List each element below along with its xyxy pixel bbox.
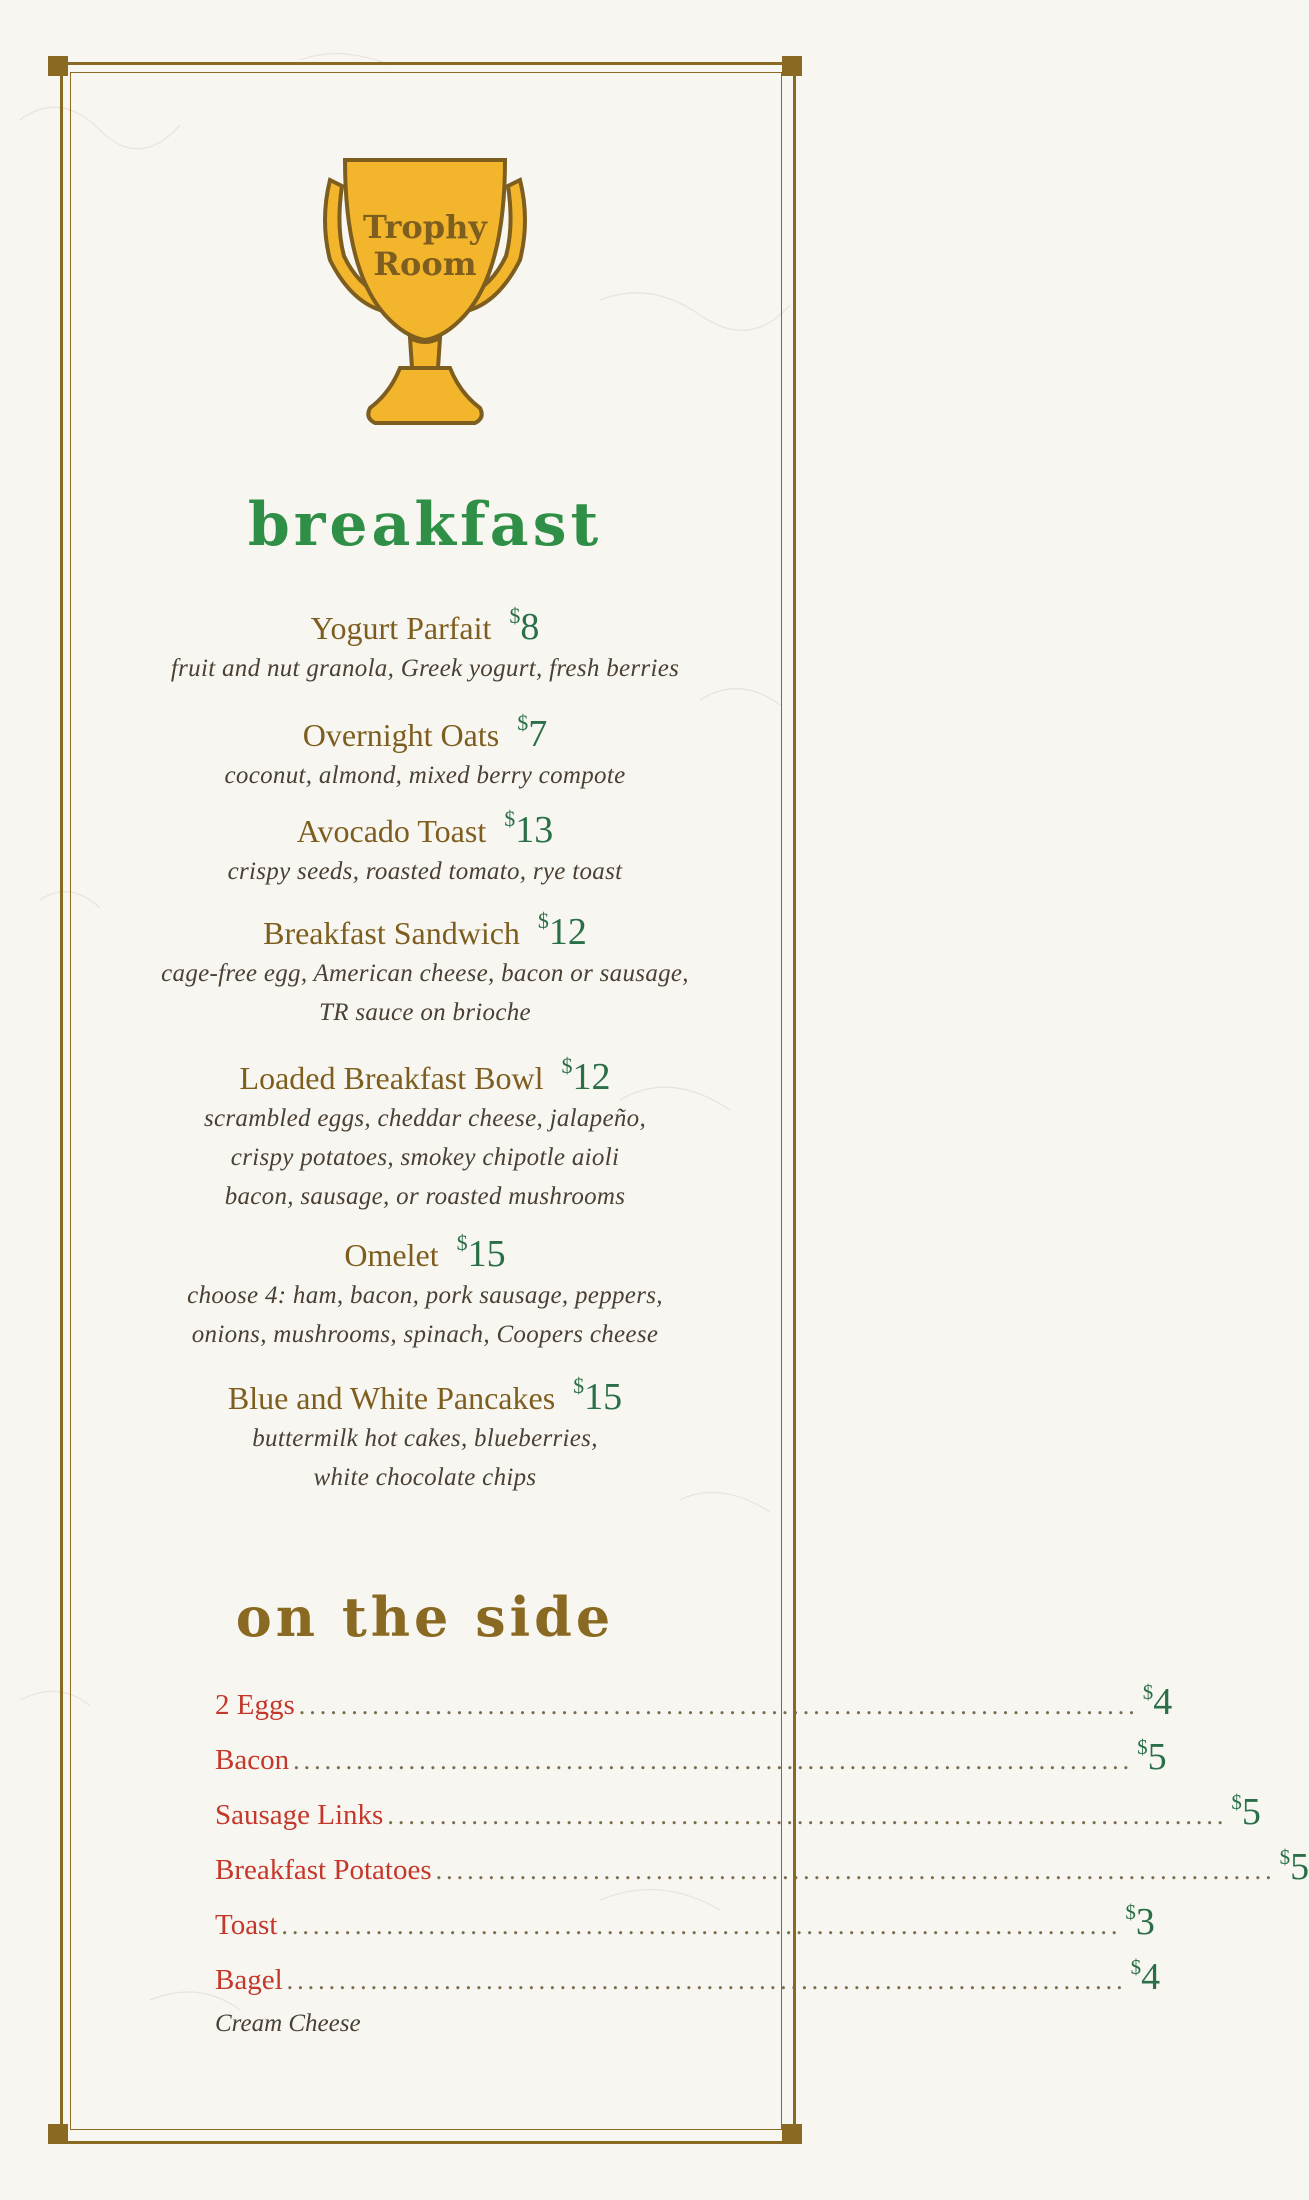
menu-item-header bbox=[0, 910, 850, 954]
menu-item-description: TR sauce on brioche bbox=[319, 999, 531, 1026]
dot-leader: ................................................................................ bbox=[387, 1801, 1228, 1830]
menu-item-description: buttermilk hot cakes, blueberries, bbox=[252, 1425, 598, 1452]
menu-item-description: fruit and nut granola, Greek yogurt, fresh berries bbox=[170, 655, 680, 682]
menu-item bbox=[0, 1375, 850, 1497]
menu-item-price bbox=[504, 806, 554, 851]
menu-item-description: scrambled eggs, cheddar cheese, jalapeño, bbox=[203, 1105, 647, 1132]
frame-corner bbox=[782, 2124, 802, 2144]
side-item-price bbox=[1143, 1680, 1173, 1724]
menu-item-name: Breakfast Sandwich bbox=[263, 915, 520, 951]
currency-symbol: $ bbox=[1137, 1735, 1148, 1759]
side-item-price bbox=[1280, 1845, 1309, 1889]
price-value: 12 bbox=[548, 911, 587, 953]
menu-item-name: Overnight Oats bbox=[302, 717, 500, 753]
side-item bbox=[215, 1900, 1155, 1955]
menu-item bbox=[0, 1055, 850, 1216]
menu-item-description: onions, mushrooms, spinach, Coopers cheese bbox=[191, 1321, 659, 1348]
side-item bbox=[215, 1680, 1173, 1735]
price-value: 7 bbox=[528, 713, 548, 755]
price-value: 3 bbox=[1135, 1901, 1155, 1943]
sides-section-title: on the side bbox=[235, 1585, 615, 1649]
currency-symbol: $ bbox=[537, 908, 549, 933]
menu-item-price bbox=[561, 1053, 611, 1098]
currency-symbol: $ bbox=[561, 1053, 573, 1078]
logo-text-trophy: Trophy bbox=[363, 208, 487, 246]
currency-symbol: $ bbox=[1279, 1845, 1291, 1869]
menu-item-name: Loaded Breakfast Bowl bbox=[239, 1060, 544, 1096]
menu-item-header bbox=[0, 1375, 850, 1419]
menu-item-name: Omelet bbox=[344, 1237, 439, 1273]
menu-item-header bbox=[0, 605, 850, 649]
menu-item-description: crispy potatoes, smokey chipotle aioli bbox=[230, 1144, 620, 1171]
menu-item-price bbox=[537, 908, 587, 953]
menu-item-header bbox=[0, 712, 850, 756]
dot-leader: ................................................................................ bbox=[435, 1856, 1276, 1885]
currency-symbol: $ bbox=[573, 1373, 585, 1398]
side-item bbox=[215, 1955, 1161, 2010]
frame-corner bbox=[782, 56, 802, 76]
currency-symbol: $ bbox=[517, 710, 529, 735]
dot-leader: ................................................................................ bbox=[281, 1911, 1122, 1940]
currency-symbol: $ bbox=[504, 806, 516, 831]
menu-item bbox=[0, 808, 850, 891]
currency-symbol: $ bbox=[509, 603, 521, 628]
side-item-price bbox=[1231, 1790, 1261, 1834]
menu-item-name: Avocado Toast bbox=[296, 813, 487, 849]
price-value: 12 bbox=[572, 1056, 611, 1098]
menu-item-header bbox=[0, 808, 850, 852]
breakfast-section-title: breakfast bbox=[247, 490, 603, 560]
side-item-note: Cream Cheese bbox=[215, 2010, 361, 2037]
side-item-name: Sausage Links bbox=[215, 1799, 384, 1831]
side-item-name: Toast bbox=[215, 1909, 278, 1941]
side-item-name: 2 Eggs bbox=[215, 1689, 295, 1721]
frame-corner bbox=[48, 56, 68, 76]
menu-item-description: bacon, sausage, or roasted mushrooms bbox=[224, 1183, 626, 1210]
side-item-name: Bacon bbox=[215, 1744, 290, 1776]
menu-item-description: coconut, almond, mixed berry compote bbox=[224, 762, 626, 789]
currency-symbol: $ bbox=[1231, 1790, 1242, 1814]
currency-symbol: $ bbox=[456, 1230, 468, 1255]
side-item-price bbox=[1131, 1955, 1161, 1999]
trophy-room-logo bbox=[310, 150, 540, 440]
side-item-price bbox=[1137, 1735, 1167, 1779]
menu-item-name: Yogurt Parfait bbox=[310, 610, 492, 646]
side-item bbox=[215, 1845, 1309, 1900]
currency-symbol: $ bbox=[1130, 1955, 1142, 1979]
price-value: 8 bbox=[520, 606, 540, 648]
menu-item-price bbox=[509, 603, 540, 648]
currency-symbol: $ bbox=[1142, 1680, 1154, 1704]
frame-corner bbox=[48, 2124, 68, 2144]
menu-item-header bbox=[0, 1055, 850, 1099]
sides-list bbox=[215, 1680, 1309, 2038]
dot-leader: ................................................................................ bbox=[298, 1691, 1139, 1720]
dot-leader: ................................................................................ bbox=[293, 1746, 1134, 1775]
menu-item-description: choose 4: ham, bacon, pork sausage, peppers, bbox=[187, 1282, 663, 1309]
menu-item bbox=[0, 910, 850, 1032]
price-value: 15 bbox=[584, 1376, 623, 1418]
price-value: 4 bbox=[1141, 1956, 1161, 1998]
price-value: 5 bbox=[1147, 1736, 1167, 1778]
menu-item-price bbox=[456, 1230, 506, 1275]
side-item bbox=[215, 1735, 1167, 1790]
logo-text-room: Room bbox=[373, 245, 477, 283]
menu-item-description: white chocolate chips bbox=[313, 1464, 537, 1491]
side-item-name: Breakfast Potatoes bbox=[215, 1854, 432, 1886]
price-value: 13 bbox=[515, 809, 554, 851]
menu-item-description: crispy seeds, roasted tomato, rye toast bbox=[227, 858, 623, 885]
menu-item bbox=[0, 712, 850, 795]
menu-item-price bbox=[573, 1373, 623, 1418]
side-item bbox=[215, 1790, 1261, 1845]
menu-item-price bbox=[517, 710, 548, 755]
menu-item bbox=[0, 1232, 850, 1354]
menu-item-description: cage-free egg, American cheese, bacon or sausage, bbox=[161, 960, 689, 987]
currency-symbol: $ bbox=[1125, 1900, 1136, 1924]
price-value: 5 bbox=[1241, 1791, 1261, 1833]
dot-leader: ................................................................................ bbox=[286, 1966, 1127, 1995]
menu-item-header bbox=[0, 1232, 850, 1276]
menu-item bbox=[0, 605, 850, 688]
price-value: 5 bbox=[1290, 1846, 1309, 1888]
price-value: 15 bbox=[467, 1233, 506, 1275]
side-item-name: Bagel bbox=[215, 1964, 283, 1996]
side-item-price bbox=[1125, 1900, 1155, 1944]
price-value: 4 bbox=[1153, 1681, 1173, 1723]
menu-item-name: Blue and White Pancakes bbox=[227, 1380, 556, 1416]
